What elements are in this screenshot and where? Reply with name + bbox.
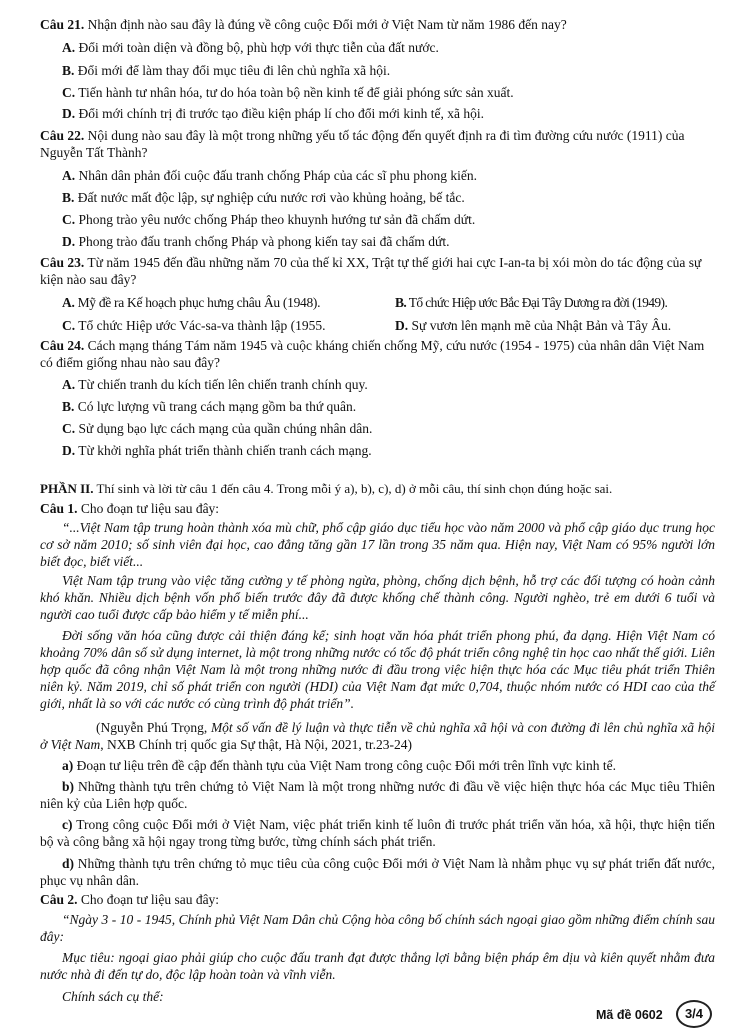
- option-text: Mỹ đề ra Kế hoạch phục hưng châu Âu (1948).: [74, 295, 321, 310]
- option-d: [62, 442, 715, 459]
- source-title: Một số vấn đề lý luận và thực tiễn về chủ nghĩa xã hội và con đường đi lên chủ nghĩa xã hội ở Việt Nam: [40, 720, 715, 752]
- option-key: A.: [62, 168, 76, 183]
- statement-a: [40, 757, 715, 774]
- question-text: Nhận định nào sau đây là đúng về công cuộc Đổi mới ở Việt Nam từ năm 1986 đến nay?: [84, 17, 567, 32]
- question-text: Cho đoạn tư liệu sau đây:: [77, 501, 220, 516]
- statement-text: Những thành tựu trên chứng tỏ mục tiêu của công cuộc Đổi mới ở Việt Nam là nhằm phục vụ sự phát triển đất nước, phục vụ nhân dân.: [40, 856, 715, 888]
- part2-question-1: [40, 500, 715, 517]
- option-text: Từ khởi nghĩa phát triển thành chiến tranh cách mạng.: [75, 443, 372, 458]
- option-key: C.: [62, 85, 76, 100]
- option-a: [62, 167, 715, 184]
- question-text: Cách mạng tháng Tám năm 1945 và cuộc kháng chiến chống Mỹ, cứu nước (1954 - 1975) của nhân dân Việt Nam có điểm giống nhau nào sau đây?: [40, 338, 705, 370]
- option-key: C.: [62, 212, 76, 227]
- option-text: Sự vươn lên mạnh mẽ của Nhật Bản và Tây Âu.: [408, 318, 672, 333]
- exam-code: Mã đề 0602: [596, 1008, 663, 1022]
- option-key: C.: [62, 421, 76, 436]
- option-key: B.: [62, 63, 75, 78]
- question-label: Câu 1.: [40, 501, 78, 516]
- option-key: B.: [395, 295, 407, 310]
- part-2-heading: [40, 480, 715, 497]
- option-key: B.: [62, 190, 75, 205]
- option-text: Đất nước mất độc lập, sự nghiệp cứu nước rơi vào khủng hoảng, bế tắc.: [74, 190, 465, 205]
- option-a: [62, 39, 715, 56]
- option-key: B.: [62, 399, 75, 414]
- option-c: [62, 420, 715, 437]
- statement-key: b): [62, 779, 75, 794]
- option-b: [62, 62, 715, 79]
- option-text: Tổ chức Hiệp ước Vác-sa-va thành lập (1955.: [75, 318, 326, 333]
- option-key: A.: [62, 295, 75, 310]
- excerpt-paragraph-3: Đời sống văn hóa cũng được cải thiện đáng kể; sinh hoạt văn hóa phát triển phong phú, đa dạng. Hiện Việt Nam có khoảng 70% dân số sử dụng internet, là một trong những nước có tốc độ phát triển công nghệ tin học cao nhất thế giới. Liên hợp quốc đã công nhận Việt Nam là một trong những nước đi đầu trong việc hiện thực hóa các Mục tiêu phát triển Thiên niên kỷ. Năm 2019, chỉ số phát triển con người (HDI) của Việt Nam đạt mức 0,704, thuộc nhóm nước có HDI cao của thế giới, nhất là so với các nước có cùng trình độ phát triển”.: [40, 628, 715, 711]
- excerpt-source: [40, 719, 715, 753]
- option-text: Sử dụng bạo lực cách mạng của quần chúng nhân dân.: [75, 421, 373, 436]
- option-c: [62, 84, 715, 101]
- option-b: [395, 294, 667, 311]
- question-label: Câu 24.: [40, 338, 85, 353]
- statement-text: Đoạn tư liệu trên đề cập đến thành tựu của Việt Nam trong công cuộc Đổi mới trên lĩnh vực kinh tế.: [73, 758, 617, 773]
- option-text: Phong trào đấu tranh chống Pháp và phong kiến tay sai đã chấm dứt.: [75, 234, 450, 249]
- statement-text: Những thành tựu trên chứng tỏ Việt Nam là một trong những nước đi đầu về việc hiện thực hóa các Mục tiêu Thiên niên kỷ của Liên hợp quốc.: [40, 779, 715, 811]
- option-key: C.: [62, 318, 76, 333]
- question-label: Câu 21.: [40, 17, 85, 32]
- option-key: D.: [395, 318, 409, 333]
- option-key: D.: [62, 106, 76, 121]
- option-text: Từ chiến tranh du kích tiến lên chiến tranh chính quy.: [75, 377, 368, 392]
- option-a: [62, 294, 320, 311]
- option-text: Phong trào yêu nước chống Pháp theo khuynh hướng tư sản đã chấm dứt.: [75, 212, 476, 227]
- part2-question-2: [40, 891, 715, 908]
- option-key: A.: [62, 377, 76, 392]
- excerpt-2-paragraph-3: Chính sách cụ thể:: [62, 989, 164, 1004]
- option-text: Nhân dân phản đối cuộc đấu tranh chống Pháp của các sĩ phu phong kiến.: [75, 168, 478, 183]
- statement-key: c): [62, 817, 73, 832]
- option-key: A.: [62, 40, 76, 55]
- question-label: Câu 2.: [40, 892, 78, 907]
- option-d: [395, 317, 671, 334]
- source-author: (Nguyễn Phú Trọng,: [96, 720, 211, 735]
- statement-key: a): [62, 758, 74, 773]
- question-text: Từ năm 1945 đến đầu những năm 70 của thế kỉ XX, Trật tự thế giới hai cực I-an-ta bị xói mòn do tác động của sự kiện nào sau đây?: [40, 255, 702, 287]
- option-key: D.: [62, 234, 76, 249]
- question-label: Câu 22.: [40, 128, 85, 143]
- question-label: Câu 23.: [40, 255, 85, 270]
- question-text: Cho đoạn tư liệu sau đây:: [77, 892, 220, 907]
- statement-text: Trong công cuộc Đổi mới ở Việt Nam, việc phát triển kinh tế luôn đi trước phát triển văn hóa, xã hội, thực hiện tiến bộ và công bằng xã hội ngay trong từng bước, từng chính sách phát triển.: [40, 817, 715, 849]
- part-instructions: Thí sinh và lời từ câu 1 đến câu 4. Trong mỗi ý a), b), c), d) ở mỗi câu, thí sinh chọn đúng hoặc sai.: [93, 481, 613, 496]
- statement-c: [40, 816, 715, 850]
- question-23: [40, 254, 715, 288]
- excerpt-2-paragraph-1: “Ngày 3 - 10 - 1945, Chính phủ Việt Nam Dân chủ Cộng hòa công bố chính sách ngoại giao gồm những điểm chính sau đây:: [40, 912, 715, 944]
- question-22: [40, 127, 715, 161]
- statement-b: [40, 778, 715, 812]
- option-text: Tổ chức Hiệp ước Bắc Đại Tây Dương ra đời (1949).: [406, 295, 668, 310]
- excerpt-paragraph-2: Việt Nam tập trung vào việc tăng cường y tế phòng ngừa, phòng, chống dịch bệnh, hỗ trợ các đối tượng có hoàn cảnh khó khăn. Nhiều dịch bệnh vốn phổ biến trước đây đã được khống chế thành công. Người nghèo, trẻ em dưới 6 tuổi và người cao tuổi được cấp bảo hiểm y tế miễn phí...: [40, 573, 715, 622]
- option-text: Có lực lượng vũ trang cách mạng gồm ba thứ quân.: [74, 399, 357, 414]
- source-publisher: , NXB Chính trị quốc gia Sự thật, Hà Nội, 2021, tr.23-24): [100, 737, 412, 752]
- option-b: [62, 398, 715, 415]
- option-d: [62, 233, 715, 250]
- option-a: [62, 376, 715, 393]
- question-21: [40, 16, 715, 33]
- option-c: [62, 317, 325, 334]
- option-text: Đổi mới để làm thay đổi mục tiêu đi lên chủ nghĩa xã hội.: [74, 63, 391, 78]
- option-c: [62, 211, 715, 228]
- option-text: Tiến hành tư nhân hóa, tư do hóa toàn bộ nền kinh tế để giải phóng sức sản xuất.: [75, 85, 514, 100]
- question-24: [40, 337, 715, 371]
- question-text: Nội dung nào sau đây là một trong những yếu tố tác động đến quyết định ra đi tìm đường cứu nước (1911) của Nguyễn Tất Thành?: [40, 128, 685, 160]
- page-number-badge: 3/4: [676, 1000, 712, 1028]
- excerpt-paragraph-1: “...Việt Nam tập trung hoàn thành xóa mù chữ, phổ cập giáo dục tiểu học vào năm 2000 và phổ cập giáo dục trung học cơ sở năm 2010; số sinh viên đại học, cao đẳng tăng gần 17 lần trong 35 năm qua. Hiện nay, Việt Nam có 95% người lớn biết đọc, biết viết...: [40, 520, 715, 569]
- part-label: PHẦN II.: [40, 481, 94, 496]
- statement-key: d): [62, 856, 75, 871]
- option-key: D.: [62, 443, 76, 458]
- option-text: Đổi mới toàn diện và đồng bộ, phù hợp với thực tiễn của đất nước.: [75, 40, 439, 55]
- option-text: Đổi mới chính trị đi trước tạo điều kiện pháp lí cho đổi mới kinh tế, xã hội.: [75, 106, 485, 121]
- option-d: [62, 105, 715, 122]
- option-b: [62, 189, 715, 206]
- excerpt-2-paragraph-2: Mục tiêu: ngoại giao phải giúp cho cuộc đấu tranh đạt được thắng lợi bằng biện pháp êm dịu và kiên quyết nhằm đưa nước nhà đi đến tự do, độc lập hoàn toàn và vĩnh viễn.: [40, 950, 715, 982]
- statement-d: [40, 855, 715, 889]
